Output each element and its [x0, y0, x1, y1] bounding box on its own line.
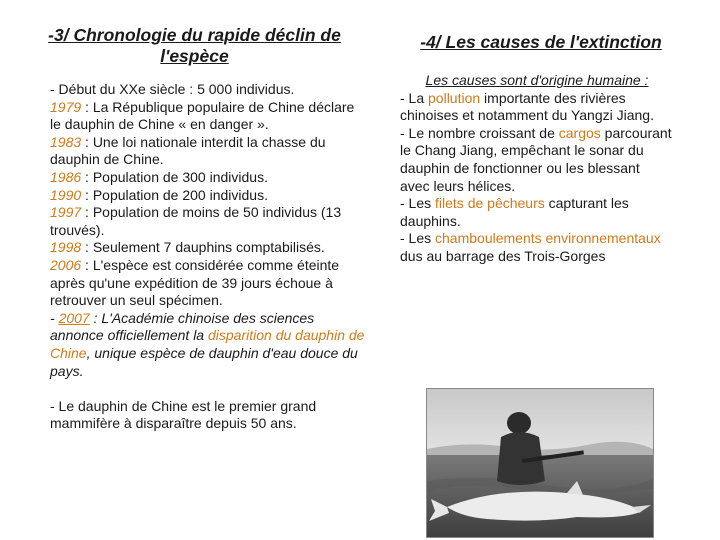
chronology-1983: [22, 134, 367, 169]
text-1983: : Une loi nationale interdit la chasse du dauphin de Chine.: [50, 133, 326, 168]
cause-2-text: parcourant le Chang Jiang, empêchant le sonar du dauphin de fonctionner ou les blessant avec leurs hélices.: [400, 124, 672, 194]
section-3-title: -3/ Chronologie du rapide déclin de l'espèce: [48, 25, 341, 66]
cause-4-text: dus au barrage des Trois-Gorges: [400, 247, 606, 264]
cause-1-text: importante des rivières chinoises et notamment du Yangzi Jiang.: [400, 89, 654, 124]
cause-dam: [372, 230, 672, 265]
dolphin-photo: [426, 388, 654, 538]
year-1979: 1979: [50, 98, 82, 115]
cause-nets: [372, 195, 672, 230]
causes-column: [372, 72, 672, 266]
cause-2-keyword: cargos: [558, 124, 601, 141]
chronology-1990: [22, 187, 367, 205]
chronology-1979: [22, 99, 367, 134]
closing-note: - Le dauphin de Chine est le premier grand mammifère à disparaître depuis 50 ans.: [50, 397, 317, 432]
cause-cargos: [372, 125, 672, 195]
chronology-1986: [22, 169, 367, 187]
cause-3-prefix: - Les: [400, 195, 436, 212]
cause-2-prefix: - Le nombre croissant de: [400, 124, 559, 141]
text-1990: : Population de 200 individus.: [81, 186, 268, 203]
text-2006: : L'espèce est considérée comme éteinte après qu'une expédition de 39 jours échoue à retrouver un seul spécimen.: [50, 256, 340, 309]
section-4-title: -4/ Les causes de l'extinction: [420, 32, 662, 52]
year-1998: 1998: [50, 239, 82, 256]
chronology-2006: [22, 257, 367, 310]
chronology-1997: [22, 204, 367, 239]
year-1983: 1983: [50, 133, 82, 150]
text-2007-highlight: disparition du dauphin de Chine: [50, 327, 365, 361]
year-1997: 1997: [50, 204, 82, 221]
cause-1-keyword: pollution: [428, 89, 481, 106]
causes-intro: Les causes sont d'origine humaine :: [425, 72, 649, 88]
year-2007: 2007: [58, 309, 90, 326]
text-1998: : Seulement 7 dauphins comptabilisés.: [81, 239, 325, 256]
cause-4-keyword: chamboulements environnementaux: [435, 230, 661, 247]
cause-pollution: [372, 90, 672, 125]
text-1986: : Population de 300 individus.: [81, 168, 268, 185]
text-2007-c: , unique espèce de dauphin d'eau douce du pays.: [50, 344, 358, 379]
cause-3-text: capturant les dauphins.: [400, 195, 629, 229]
chronology-2007: - 2007 : L'Académie chinoise des sciences annonce officiellement la disparition du dauphin de Chine, unique espèce de dauphin d'eau douce du pays.: [50, 309, 365, 379]
chronology-1998: [22, 239, 367, 257]
year-1990: 1990: [50, 186, 82, 203]
chronology-column: [22, 81, 367, 433]
year-1986: 1986: [50, 168, 82, 185]
text-1997: : Population de moins de 50 individus (13 trouvés).: [50, 204, 342, 238]
text-2007-a: : L'Académie chinoise des sciences annonce officiellement la: [50, 309, 315, 344]
chronology-start: - Début du XXe siècle : 5 000 individus.: [50, 81, 295, 97]
cause-3-keyword: filets de pêcheurs: [435, 195, 545, 212]
cause-1-prefix: - La: [400, 89, 429, 106]
cause-4-prefix: - Les: [400, 230, 436, 247]
year-2006: 2006: [50, 256, 82, 273]
text-1979: : La République populaire de Chine déclare le dauphin de Chine « en danger ».: [50, 98, 355, 133]
